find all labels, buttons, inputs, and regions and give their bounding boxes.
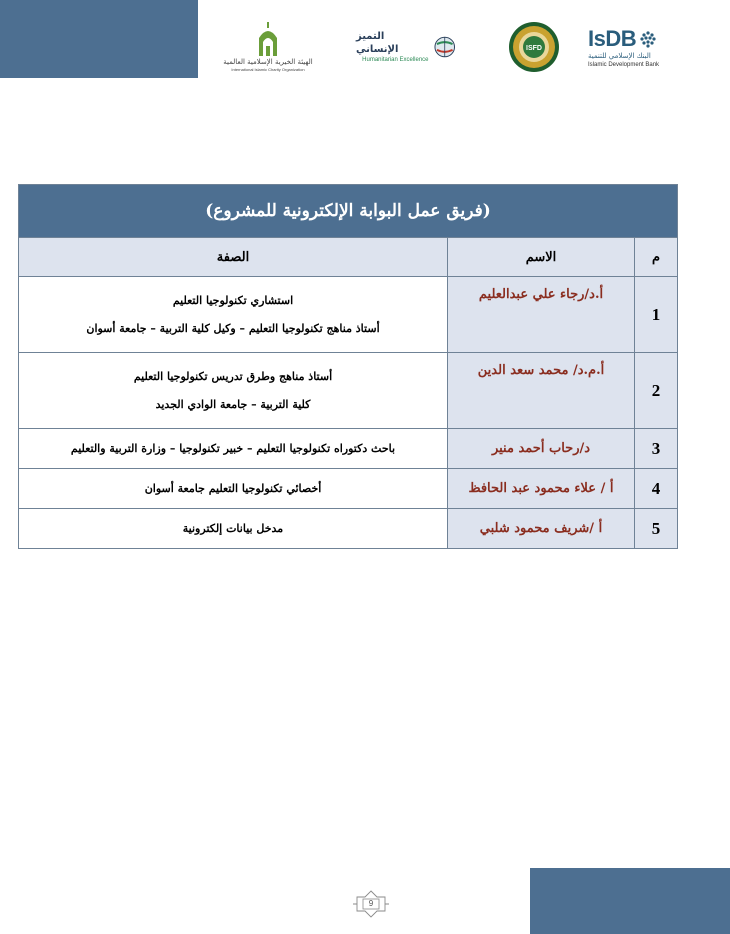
row-number: 2 <box>635 353 678 429</box>
logo-strip <box>0 14 730 80</box>
table-title: (فريق عمل البوابة الإلكترونية للمشروع) <box>19 185 678 238</box>
header-desc: الصفة <box>19 238 448 277</box>
member-name: أ /شريف محمود شلبي <box>448 509 635 549</box>
table-row <box>19 509 678 549</box>
iico-arabic-name: الهيئة الخيرية الإسلامية العالمية <box>223 57 313 66</box>
isdb-mark: IsDB <box>588 25 637 51</box>
page-number <box>352 890 390 918</box>
member-name: أ.د/رجاء علي عبدالعليم <box>448 277 635 353</box>
corner-block-bottom <box>530 868 730 934</box>
isdb-english-name: Islamic Development Bank <box>588 61 660 68</box>
dots-globe-icon <box>638 29 658 49</box>
member-name: د/رحاب أحمد منير <box>448 429 635 469</box>
member-role <box>19 469 448 509</box>
table-row <box>19 429 678 469</box>
role-line: كلية التربية – جامعة الوادي الجديد <box>155 397 311 411</box>
row-number: 4 <box>635 469 678 509</box>
table-header-row <box>19 238 678 277</box>
iico-english-name: International Islamic Charity Organization <box>231 66 305 72</box>
row-number: 1 <box>635 277 678 353</box>
table-row <box>19 277 678 353</box>
globe-icon <box>433 35 456 59</box>
role-line: باحث دكتوراه تكنولوجيا التعليم – خبير تكنولوجيا – وزارة التربية والتعليم <box>70 441 396 455</box>
header-name: الاسم <box>448 238 635 277</box>
humanitarian-english-name: Humanitarian Excellence <box>362 57 429 63</box>
role-line: استشاري تكنولوجيا التعليم <box>172 293 294 307</box>
team-table <box>18 184 678 549</box>
isdb-logo <box>588 14 668 80</box>
humanitarian-excellence-logo <box>356 14 456 80</box>
member-role <box>19 353 448 429</box>
mosque-icon <box>253 22 283 56</box>
isfd-logo <box>507 14 561 80</box>
page-number-text: 9 <box>368 899 374 908</box>
row-number: 3 <box>635 429 678 469</box>
row-number: 5 <box>635 509 678 549</box>
member-role <box>19 429 448 469</box>
member-name: أ.م.د/ محمد سعد الدين <box>448 353 635 429</box>
role-line: أخصائي تكنولوجيا التعليم جامعة أسوان <box>144 481 322 495</box>
role-line: أستاذ مناهج وطرق تدريس تكنولوجيا التعليم <box>133 369 333 383</box>
humanitarian-arabic-name: التميز الإنساني <box>356 31 399 55</box>
member-role <box>19 277 448 353</box>
table-row <box>19 353 678 429</box>
isfd-mark: ISFD <box>526 45 542 52</box>
member-role <box>19 509 448 549</box>
member-name: أ / علاء محمود عبد الحافظ <box>448 469 635 509</box>
table-row <box>19 469 678 509</box>
header-num: م <box>635 238 678 277</box>
role-line: مدخل بيانات إلكترونية <box>182 521 284 535</box>
role-line: أستاذ مناهج تكنولوجيا التعليم – وكيل كلية التربية – جامعة أسوان <box>86 321 380 335</box>
iico-logo <box>222 14 314 80</box>
seal-icon <box>508 21 560 73</box>
isdb-arabic-name: البنك الإسلامي للتنمية <box>588 51 651 60</box>
